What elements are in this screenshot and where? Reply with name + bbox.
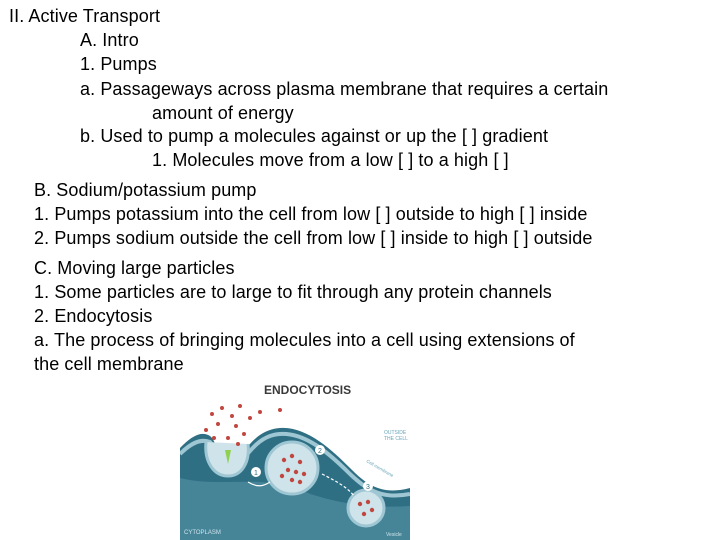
outline-item-b1: 1. Pumps potassium into the cell from low [ ] outside to high [ ] inside [34,204,588,224]
outline-item-c2: 2. Endocytosis [34,306,153,326]
outside-label-line2: THE CELL [384,436,408,442]
outline-item-c1: 1. Some particles are to large to fit through any protein channels [34,282,552,302]
outline-item-b2: 2. Pumps sodium outside the cell from low [ ] inside to high [ ] outside [34,228,593,248]
outline-item-c2a-cont: the cell membrane [34,354,184,374]
vesicle-budding [266,442,318,494]
vesicle-internal [348,490,384,526]
outline-item-a1a: a. Passageways across plasma membrane that requires a certain [80,79,609,99]
step-label-1: 1 [254,470,258,477]
outline-item-c: C. Moving large particles [34,258,235,278]
membrane-label: Cell membrane [365,458,395,479]
outline-item-a: A. Intro [80,30,139,50]
endocytosis-figure [180,378,410,540]
outline-item-a1a-cont: amount of energy [152,103,294,123]
outline-item-c2a: a. The process of bringing molecules into a cell using extensions of [34,330,575,350]
outside-label-line1: OUTSIDE [384,430,407,436]
outline-item-b: B. Sodium/potassium pump [34,180,257,200]
outline-item-a1b1: 1. Molecules move from a low [ ] to a high [ ] [152,150,509,170]
vesicle-label: Vesicle [386,532,402,538]
outline-item-a1b: b. Used to pump a molecules against or up the [ ] gradient [80,126,549,146]
step-label-2: 2 [318,448,322,455]
figure-title: ENDOCYTOSIS [264,383,352,397]
outline-item-a1: 1. Pumps [80,54,157,74]
cytoplasm-label: CYTOPLASM [184,530,221,536]
endocytosis-illustration [180,378,410,540]
section-heading: II. Active Transport [9,6,161,26]
step-label-3: 3 [366,484,370,491]
